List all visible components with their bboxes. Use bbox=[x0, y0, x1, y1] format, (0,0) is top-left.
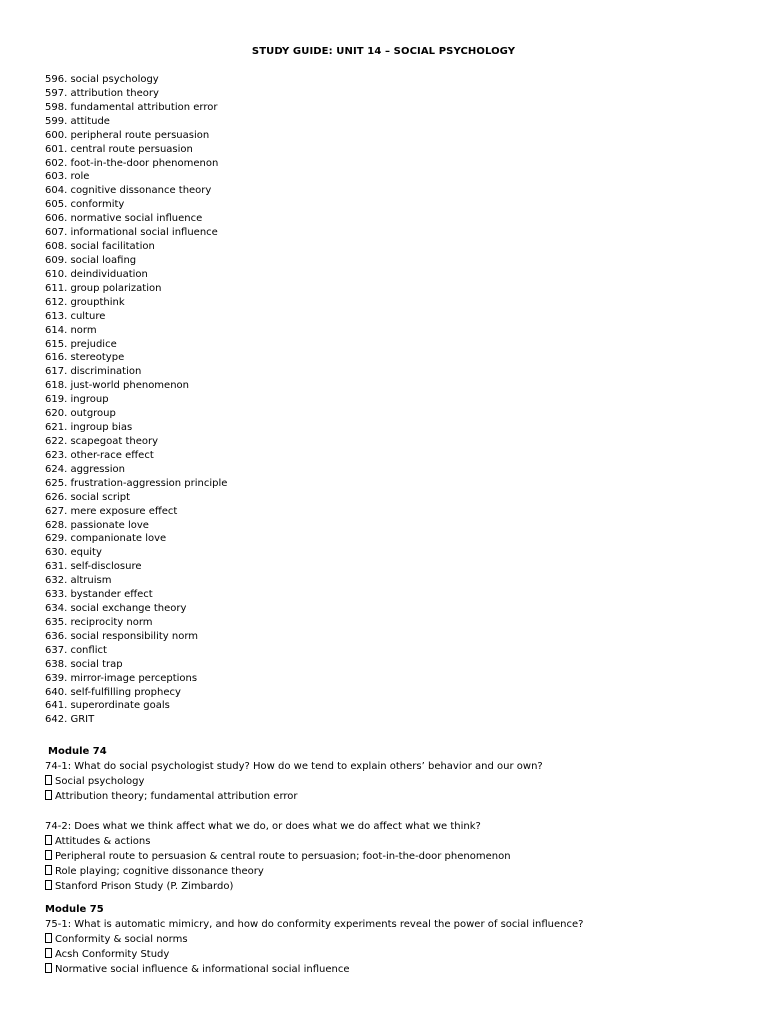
term-item: 604. cognitive dissonance theory bbox=[45, 185, 212, 197]
term-item: 640. self-fulfilling prophecy bbox=[45, 686, 181, 698]
bullet-item bbox=[45, 864, 735, 879]
question-text: 74-1: What do social psychologist study? How do we tend to explain others’ behavior and our own? bbox=[45, 761, 543, 772]
term-item: 603. role bbox=[45, 171, 90, 183]
term-item: 612. groupthink bbox=[45, 296, 125, 308]
term-item: 634. social exchange theory bbox=[45, 603, 187, 615]
term-list bbox=[45, 73, 227, 727]
term-item: 614. norm bbox=[45, 324, 97, 336]
bullet-box-icon bbox=[45, 963, 52, 973]
term-item: 633. bystander effect bbox=[45, 589, 153, 601]
bullet-box-icon bbox=[45, 865, 52, 875]
bullet-text: Normative social influence & informational social influence bbox=[55, 964, 350, 975]
term-item: 628. passionate love bbox=[45, 519, 149, 531]
term-item: 596. social psychology bbox=[45, 74, 159, 85]
bullet-text: Stanford Prison Study (P. Zimbardo) bbox=[55, 881, 234, 892]
term-item: 607. informational social influence bbox=[45, 227, 218, 239]
question-block bbox=[45, 759, 735, 804]
bullet-item bbox=[45, 879, 735, 894]
term-item: 638. social trap bbox=[45, 658, 123, 670]
bullet-box-icon bbox=[45, 948, 52, 958]
term-item: 627. mere exposure effect bbox=[45, 505, 178, 517]
modules-section bbox=[45, 744, 735, 985]
term-item: 639. mirror-image perceptions bbox=[45, 672, 198, 684]
term-item: 635. reciprocity norm bbox=[45, 616, 153, 628]
bullet-box-icon bbox=[45, 775, 52, 785]
term-item: 619. ingroup bbox=[45, 394, 109, 406]
term-item: 598. fundamental attribution error bbox=[45, 101, 218, 113]
term-item: 600. peripheral route persuasion bbox=[45, 129, 210, 141]
bullet-item bbox=[45, 932, 735, 947]
term-item: 624. aggression bbox=[45, 463, 125, 475]
question-block bbox=[45, 819, 735, 894]
bullet-text: Attribution theory; fundamental attribution error bbox=[55, 791, 298, 802]
bullet-text: Conformity & social norms bbox=[55, 934, 188, 945]
term-item: 601. central route persuasion bbox=[45, 143, 193, 155]
term-item: 621. ingroup bias bbox=[45, 422, 133, 434]
module-block bbox=[45, 902, 735, 977]
bullet-text: Role playing; cognitive dissonance theory bbox=[55, 866, 264, 877]
term-item: 630. equity bbox=[45, 547, 102, 559]
term-item: 602. foot-in-the-door phenomenon bbox=[45, 157, 219, 169]
bullet-item bbox=[45, 849, 735, 864]
bullet-box-icon bbox=[45, 835, 52, 845]
term-item: 623. other-race effect bbox=[45, 449, 154, 461]
term-item: 597. attribution theory bbox=[45, 87, 159, 99]
term-item: 613. culture bbox=[45, 310, 106, 322]
term-item: 631. self-disclosure bbox=[45, 561, 142, 573]
term-item: 609. social loafing bbox=[45, 254, 137, 266]
module-block bbox=[45, 744, 735, 894]
term-item: 625. frustration-aggression principle bbox=[45, 477, 228, 489]
module-title: Module 74 bbox=[48, 746, 107, 757]
term-item: 616. stereotype bbox=[45, 352, 125, 364]
term-item: 617. discrimination bbox=[45, 366, 142, 378]
term-item: 618. just-world phenomenon bbox=[45, 380, 189, 392]
bullet-item bbox=[45, 834, 735, 849]
page-title: STUDY GUIDE: UNIT 14 – SOCIAL PSYCHOLOGY bbox=[251, 46, 516, 57]
term-item: 642. GRIT bbox=[45, 714, 95, 726]
term-item: 641. superordinate goals bbox=[45, 700, 170, 712]
question-block bbox=[45, 917, 735, 977]
bullet-text: Acsh Conformity Study bbox=[55, 949, 170, 960]
question-text: 75-1: What is automatic mimicry, and how do conformity experiments reveal the power of social influence? bbox=[45, 919, 584, 930]
bullet-box-icon bbox=[45, 790, 52, 800]
bullet-item bbox=[45, 947, 735, 962]
term-item: 626. social script bbox=[45, 491, 130, 503]
term-item: 636. social responsibility norm bbox=[45, 630, 199, 642]
term-item: 606. normative social influence bbox=[45, 213, 203, 225]
term-item: 620. outgroup bbox=[45, 408, 116, 420]
term-item: 611. group polarization bbox=[45, 282, 162, 294]
bullet-text: Peripheral route to persuasion & central route to persuasion; foot-in-the-door phenomenon bbox=[55, 851, 511, 862]
bullet-box-icon bbox=[45, 933, 52, 943]
bullet-box-icon bbox=[45, 850, 52, 860]
term-item: 629. companionate love bbox=[45, 533, 167, 545]
term-item: 637. conflict bbox=[45, 644, 107, 656]
bullet-item bbox=[45, 962, 735, 977]
term-item: 608. social facilitation bbox=[45, 241, 155, 253]
module-title: Module 75 bbox=[45, 904, 104, 915]
bullet-box-icon bbox=[45, 880, 52, 890]
term-item: 610. deindividuation bbox=[45, 268, 148, 280]
term-item: 615. prejudice bbox=[45, 338, 117, 350]
bullet-text: Attitudes & actions bbox=[55, 836, 151, 847]
bullet-text: Social psychology bbox=[55, 776, 145, 787]
bullet-item bbox=[45, 789, 735, 804]
bullet-item bbox=[45, 774, 735, 789]
term-item: 605. conformity bbox=[45, 199, 125, 211]
term-item: 622. scapegoat theory bbox=[45, 435, 159, 447]
term-item: 632. altruism bbox=[45, 575, 112, 587]
term-item: 599. attitude bbox=[45, 115, 110, 127]
question-text: 74-2: Does what we think affect what we do, or does what we do affect what we think? bbox=[45, 821, 481, 832]
